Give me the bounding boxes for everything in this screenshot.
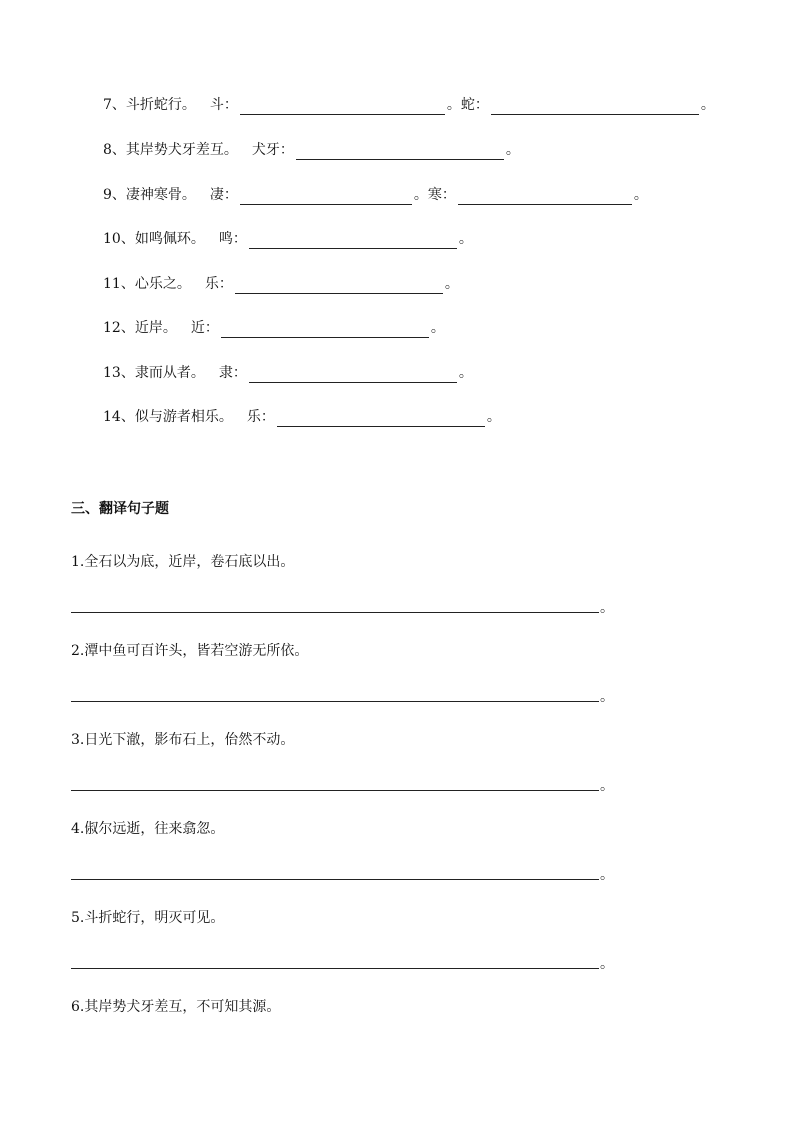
item-phrase: 斗折蛇行。	[125, 97, 196, 113]
item-phrase: 近岸。	[134, 320, 177, 336]
blank-end: 。	[458, 365, 473, 381]
vocab-item-12	[103, 318, 445, 338]
vocab-item-8	[103, 140, 520, 160]
blank-end: 。	[633, 187, 648, 203]
blank-label: 近：	[190, 320, 219, 336]
blank-label: 斗：	[209, 97, 238, 113]
section-title: 三、翻译句子题	[71, 501, 169, 517]
answer-line-4[interactable]	[71, 879, 599, 880]
sentence-2: 2.潭中鱼可百许头，皆若空游无所依。	[71, 643, 309, 659]
item-number: 7、	[103, 97, 126, 113]
answer-blank[interactable]	[249, 233, 457, 249]
item-number: 9、	[103, 187, 126, 203]
sentence-5: 5.斗折蛇行，明灭可见。	[71, 910, 225, 926]
vocab-item-10	[103, 229, 473, 249]
item-phrase: 隶而从者。	[134, 365, 205, 381]
answer-blank[interactable]	[491, 99, 699, 115]
blank-label: 乐：	[204, 276, 233, 292]
answer-blank[interactable]	[235, 278, 443, 294]
blank-end: 。	[413, 187, 428, 203]
answer-line-3[interactable]	[71, 790, 599, 791]
sentence-1: 1.全石以为底，近岸，卷石底以出。	[71, 554, 295, 570]
vocab-item-13	[103, 363, 473, 383]
answer-line-1[interactable]	[71, 612, 599, 613]
item-number: 13、	[103, 365, 135, 381]
blank-end: 。	[430, 320, 445, 336]
item-phrase: 凄神寒骨。	[125, 187, 196, 203]
blank-label: 寒：	[427, 187, 456, 203]
vocab-item-7	[103, 95, 715, 115]
answer-blank[interactable]	[249, 367, 457, 383]
answer-end: 。	[600, 689, 614, 705]
blank-label: 凄：	[209, 187, 238, 203]
blank-label: 蛇：	[460, 97, 489, 113]
sentence-6: 6.其岸势犬牙差互，不可知其源。	[71, 999, 281, 1015]
vocab-item-14	[103, 407, 501, 427]
item-number: 10、	[103, 231, 135, 247]
sentence-3: 3.日光下澈，影布石上，佁然不动。	[71, 732, 295, 748]
answer-blank[interactable]	[240, 99, 445, 115]
blank-label: 鸣：	[218, 231, 247, 247]
blank-label: 隶：	[218, 365, 247, 381]
answer-blank[interactable]	[240, 189, 412, 205]
blank-end: 。	[458, 231, 473, 247]
item-phrase: 心乐之。	[134, 276, 191, 292]
item-number: 14、	[103, 409, 135, 425]
answer-blank[interactable]	[296, 144, 504, 160]
blank-end: 。	[486, 409, 501, 425]
blank-label: 乐：	[246, 409, 275, 425]
answer-end: 。	[600, 867, 614, 883]
blank-label: 犬牙：	[251, 142, 294, 158]
item-number: 12、	[103, 320, 135, 336]
sentence-4: 4.俶尔远逝，往来翕忽。	[71, 821, 225, 837]
blank-end: 。	[505, 142, 520, 158]
blank-end: 。	[444, 276, 459, 292]
answer-end: 。	[600, 956, 614, 972]
answer-blank[interactable]	[221, 322, 429, 338]
vocab-item-9	[103, 185, 648, 205]
item-number: 11、	[103, 276, 135, 292]
item-phrase: 如鸣佩环。	[134, 231, 205, 247]
answer-line-2[interactable]	[71, 701, 599, 702]
answer-blank[interactable]	[458, 189, 632, 205]
answer-line-5[interactable]	[71, 968, 599, 969]
item-phrase: 其岸势犬牙差互。	[125, 142, 238, 158]
vocab-item-11	[103, 274, 459, 294]
blank-end: 。	[446, 97, 461, 113]
blank-end: 。	[700, 97, 715, 113]
answer-end: 。	[600, 600, 614, 616]
answer-end: 。	[600, 778, 614, 794]
answer-blank[interactable]	[277, 411, 485, 427]
item-number: 8、	[103, 142, 126, 158]
item-phrase: 似与游者相乐。	[134, 409, 233, 425]
